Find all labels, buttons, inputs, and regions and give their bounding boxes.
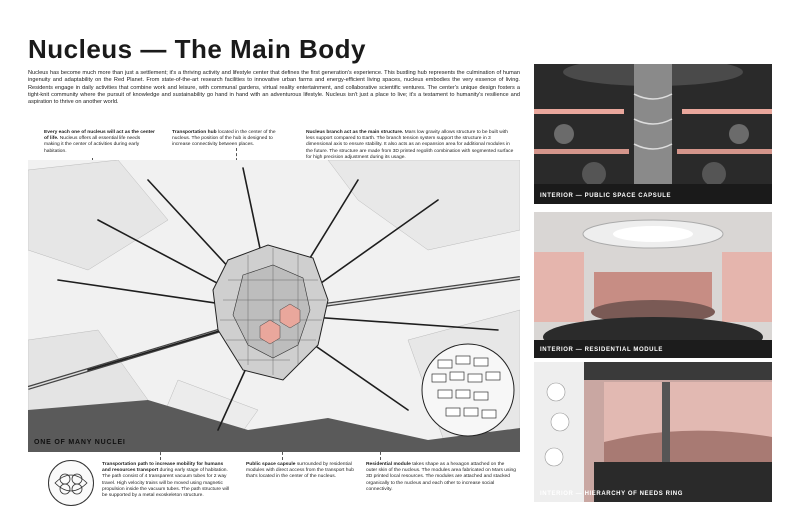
interior-panel-residential: [534, 212, 772, 358]
note-public-capsule: Public space capsule surrounded by residential modules with direct access from the transport hub that's located in the center of the nucleus.: [246, 462, 354, 480]
plan-label: ONE OF MANY NUCLEI: [34, 439, 126, 446]
note-residential: Residential module takes shape as a hexagon attached on the outer skin of the nucleus. The modules area fabricated on Mars using 3D printed local resources. The modules are attached and stacked organically to the nucleus and each other to increase social connectivity.: [366, 462, 516, 492]
note-branch: Nucleus branch act as the main structure. Mars low gravity allows structure to be built with less support compared to Earth. The branch tension system support the structure in 3 dimensional axis to ensure stability. It also acts as an expansion area for additional modules in the future. The structure are made from 3D printed regolith combination with segmented surface for high precision adjustment during its usage.: [306, 130, 514, 160]
panel-label: INTERIOR — PUBLIC SPACE CAPSULE: [540, 193, 672, 199]
note-transport-path: Transportation path to increase mobility for humans and resources transport during early stage of habitation. The path consist of 4 transparent vacuum tubes for 2 way travel. High velocity trains will be moved using magnetic propulsion inside the vacuum tubes. The path structure will be supported by a metal exoskeleton structure.: [102, 462, 230, 499]
public-space-render: [534, 64, 772, 204]
interior-panel-hierarchy-ring: [534, 362, 772, 502]
page-title: Nucleus — The Main Body: [28, 34, 366, 64]
nucleus-site-plan: [28, 160, 520, 452]
panel-label: INTERIOR — HIERARCHY OF NEEDS RING: [540, 491, 683, 497]
transport-path-diagram: [48, 460, 94, 506]
nucleus-plan-drawing: [28, 160, 520, 452]
note-center-of-life: Every each one of nucleus will act as the center of life. Nucleus offers all essential life needs making it the center of activities during early habitation.: [44, 130, 155, 154]
hierarchy-ring-render: [534, 362, 772, 502]
residential-render: [534, 212, 772, 358]
vacuum-tubes-icon: [49, 461, 93, 505]
note-transport-hub: Transportation hub located in the center of the nucleus. The position of the hub is designed to increase connectivity between places.: [172, 130, 276, 148]
panel-label: INTERIOR — RESIDENTIAL MODULE: [540, 347, 663, 353]
interior-panel-public-space: [534, 64, 772, 204]
intro-paragraph: Nucleus has become much more than just a settlement; it's a thriving activity and lifestyle center that defines the first generation's experience. This bustling hub represents the culmination of human ingenuity and adaptability on the Red Planet. From state-of-the-art research facilities to innovative urban farms and energy-efficient living spaces, nucleus embodies the very essence of living. Residents engage in daily activities that combine work and leisure, with communal gardens, virtual reality entertainment, and collaborative scientific ventures. The center's unique design fosters a tight-knit community where the pursuit of knowledge and sustainability go hand in hand with an adventurous lifestyle. Nucleus isn't just a place to live; it's a testament to humanity's resilience and aspiration to thrive on another world.: [28, 70, 520, 106]
